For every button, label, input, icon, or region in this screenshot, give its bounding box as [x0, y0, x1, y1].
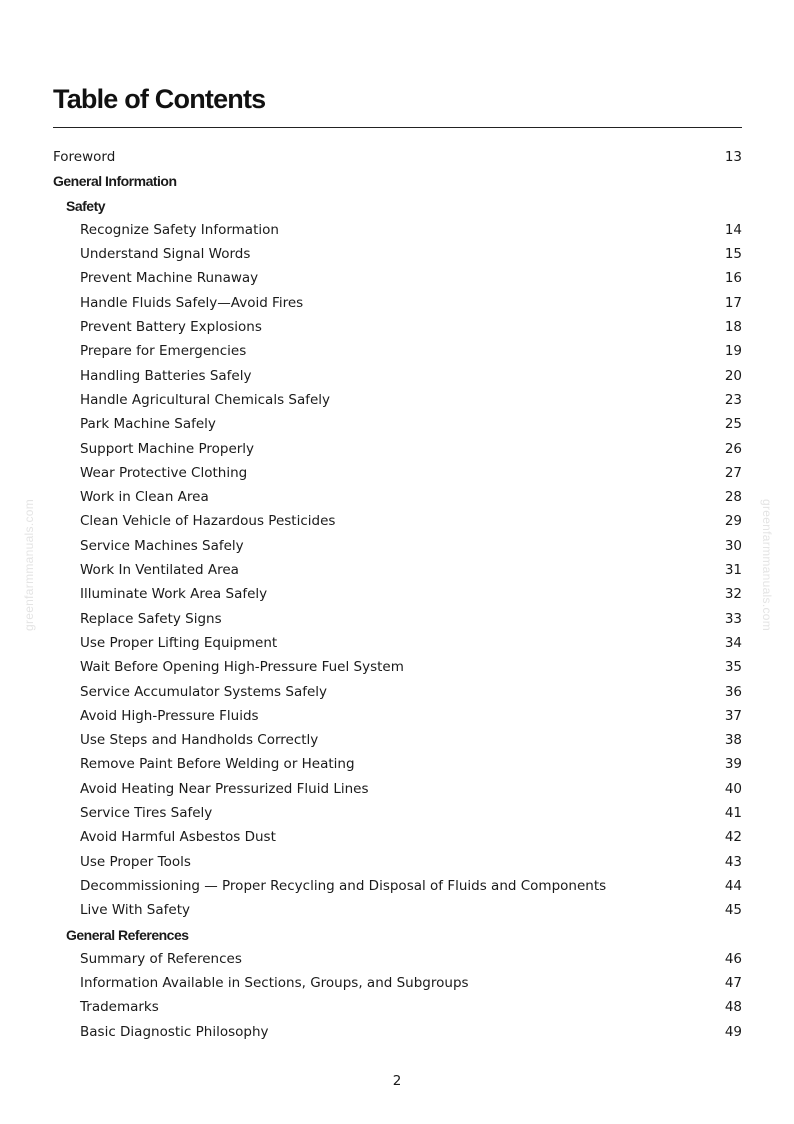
toc-entry[interactable] — [53, 242, 742, 266]
toc-entry-page: 36 — [724, 683, 742, 700]
toc-entry[interactable] — [53, 558, 742, 582]
toc-entry[interactable] — [53, 801, 742, 825]
toc-entry-page: 35 — [724, 659, 742, 676]
toc-entry-label: Service Tires Safely — [80, 805, 213, 822]
toc-entry-page: 37 — [724, 707, 742, 724]
toc-entry-page: 48 — [724, 999, 742, 1016]
toc-entry-page: 47 — [724, 975, 742, 992]
toc-entry[interactable] — [53, 728, 742, 752]
toc-entry-label: Summary of References — [80, 950, 242, 967]
toc-entry-label: Recognize Safety Information — [80, 221, 279, 238]
toc-entry[interactable] — [53, 850, 742, 874]
toc-entry-page: 38 — [724, 732, 742, 749]
title-divider — [53, 127, 742, 128]
toc-entry-label: Park Machine Safely — [80, 416, 216, 433]
toc-entry-page: 17 — [724, 294, 742, 311]
toc-entry[interactable] — [53, 1020, 742, 1044]
watermark-right: greenfarmmanuals.com — [760, 498, 774, 632]
toc-entry-label: Replace Safety Signs — [80, 610, 222, 627]
toc-entry[interactable] — [53, 509, 742, 533]
page-title: Table of Contents — [53, 84, 266, 114]
toc-entry[interactable] — [53, 947, 742, 971]
toc-entry-page: 14 — [724, 221, 742, 238]
toc-entry[interactable] — [53, 388, 742, 412]
toc-entry-page: 16 — [724, 270, 742, 287]
toc-entry-label: Work In Ventilated Area — [80, 562, 239, 579]
toc-entry-page: 19 — [724, 343, 742, 360]
toc-entry-page: 13 — [724, 149, 742, 165]
toc-entry[interactable] — [53, 339, 742, 363]
toc-entry-label: Prevent Battery Explosions — [80, 319, 262, 336]
toc-entry-label: Live With Safety — [80, 902, 190, 919]
toc-entry[interactable] — [53, 534, 742, 558]
toc-entry[interactable] — [53, 680, 742, 704]
toc-entry[interactable] — [53, 461, 742, 485]
toc-section-heading — [53, 923, 742, 947]
toc-entry-page: 15 — [724, 246, 742, 263]
toc-entry-page: 18 — [724, 319, 742, 336]
toc-entry[interactable] — [53, 752, 742, 776]
toc-entry-page: 46 — [724, 950, 742, 967]
toc-entry[interactable] — [53, 437, 742, 461]
toc-entry-page: 31 — [724, 562, 742, 579]
toc-entry-label: Handling Batteries Safely — [80, 367, 252, 384]
toc-entry[interactable] — [53, 364, 742, 388]
toc-entry[interactable] — [53, 874, 742, 898]
toc-entry[interactable] — [53, 971, 742, 995]
toc-section-heading — [53, 169, 742, 193]
toc-entry-page: 32 — [724, 586, 742, 603]
toc-entry-label: Basic Diagnostic Philosophy — [80, 1023, 269, 1040]
toc-entry-label: Wear Protective Clothing — [80, 464, 248, 481]
toc-entry[interactable] — [53, 582, 742, 606]
toc-entry-label: Prepare for Emergencies — [80, 343, 247, 360]
toc-entry[interactable] — [53, 995, 742, 1019]
toc-entry-label: General References — [66, 926, 189, 943]
toc-entry-label: Handle Fluids Safely—Avoid Fires — [80, 294, 304, 311]
toc-entry-page: 41 — [724, 805, 742, 822]
toc-entry-page: 34 — [724, 634, 742, 651]
page-number: 2 — [392, 1073, 402, 1089]
toc-entry[interactable] — [53, 655, 742, 679]
toc-entry-page: 33 — [724, 610, 742, 627]
toc-entry-label: Handle Agricultural Chemicals Safely — [80, 391, 331, 408]
toc-entry[interactable] — [53, 485, 742, 509]
toc-entry-page: 39 — [724, 756, 742, 773]
toc-entry[interactable] — [53, 412, 742, 436]
toc-entry-page: 30 — [724, 537, 742, 554]
toc-entry[interactable] — [53, 825, 742, 849]
toc-entry-label: General Information — [53, 173, 177, 190]
toc-entry[interactable] — [53, 607, 742, 631]
toc-entry-label: Service Accumulator Systems Safely — [80, 683, 328, 700]
toc-entry-label: Safety — [66, 197, 106, 214]
toc-entry-page: 28 — [724, 489, 742, 506]
toc-entry[interactable] — [53, 777, 742, 801]
toc-entry-label: Trademarks — [80, 999, 159, 1016]
toc-entry-page: 23 — [724, 391, 742, 408]
toc-entry-label: Avoid Heating Near Pressurized Fluid Lines — [80, 780, 369, 797]
toc-section-heading — [53, 194, 742, 218]
toc-entry-label: Avoid High-Pressure Fluids — [80, 707, 259, 724]
toc-entry-label: Use Steps and Handholds Correctly — [80, 732, 319, 749]
toc-entry-page: 43 — [724, 853, 742, 870]
toc-entry[interactable] — [53, 266, 742, 290]
toc-entry-label: Foreword — [53, 149, 116, 165]
toc-entry-page: 29 — [724, 513, 742, 530]
toc-entry-label: Information Available in Sections, Groups, and Subgroups — [80, 975, 469, 992]
toc-entry-page: 25 — [724, 416, 742, 433]
toc-entry[interactable] — [53, 218, 742, 242]
toc-entry[interactable] — [53, 315, 742, 339]
toc-entry-page: 40 — [724, 780, 742, 797]
toc-entry-label: Service Machines Safely — [80, 537, 244, 554]
toc-entry-label: Use Proper Tools — [80, 853, 191, 870]
toc-entry[interactable] — [53, 291, 742, 315]
toc-entry-page: 27 — [724, 464, 742, 481]
toc-entry[interactable] — [53, 145, 742, 169]
toc-entry-label: Remove Paint Before Welding or Heating — [80, 756, 355, 773]
toc-entry-label: Clean Vehicle of Hazardous Pesticides — [80, 513, 336, 530]
watermark-left: greenfarmmanuals.com — [22, 498, 36, 632]
toc-entry-label: Support Machine Properly — [80, 440, 255, 457]
toc-entry-page: 45 — [724, 902, 742, 919]
toc-entry-page: 26 — [724, 440, 742, 457]
toc-entry-label: Understand Signal Words — [80, 246, 251, 263]
toc-entry-label: Wait Before Opening High-Pressure Fuel System — [80, 659, 404, 676]
toc-entry[interactable] — [53, 631, 742, 655]
toc-entry-label: Prevent Machine Runaway — [80, 270, 259, 287]
toc-entry-page: 49 — [724, 1023, 742, 1040]
toc-entry-label: Decommissioning — Proper Recycling and Disposal of Fluids and Components — [80, 877, 607, 894]
toc-entry-page: 42 — [724, 829, 742, 846]
toc-entry[interactable] — [53, 898, 742, 922]
toc-entry-page: 20 — [724, 367, 742, 384]
toc-entry[interactable] — [53, 704, 742, 728]
toc-entry-label: Avoid Harmful Asbestos Dust — [80, 829, 276, 846]
toc-entry-label: Use Proper Lifting Equipment — [80, 634, 278, 651]
toc-list — [53, 145, 742, 1044]
toc-entry-page: 44 — [724, 877, 742, 894]
toc-entry-label: Illuminate Work Area Safely — [80, 586, 268, 603]
toc-entry-label: Work in Clean Area — [80, 489, 209, 506]
